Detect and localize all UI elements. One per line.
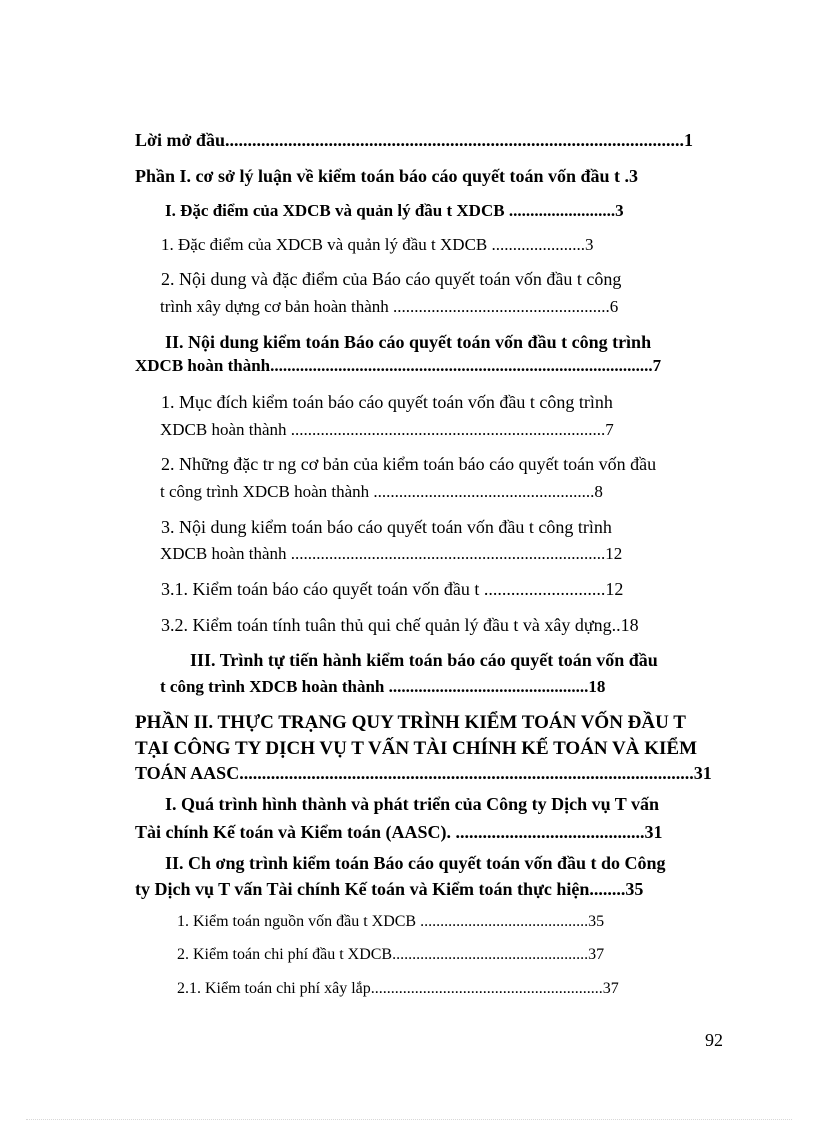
toc-entry-p2-2-2[interactable]: 2. Kiểm toán chi phí đầu t XDCB.................................................37 <box>177 946 605 963</box>
toc-entry-1-2-line2[interactable]: trình xây dựng cơ bản hoàn thành ...................................................6 <box>160 297 619 316</box>
toc-entry-2-3-1[interactable]: 3.1. Kiểm toán báo cáo quyết toán vốn đầu t ...........................12 <box>161 579 624 599</box>
toc-entry-2-3-line1[interactable]: 3. Nội dung kiểm toán báo cáo quyết toán vốn đầu t công trình <box>161 517 612 537</box>
toc-entry-part2-line1[interactable]: PHẦN II. THỰC TRẠNG QUY TRÌNH KIỂM TOÁN VỐN ĐẦU T <box>135 712 686 733</box>
toc-entry-p2-2-1[interactable]: 1. Kiểm toán nguồn vốn đầu t XDCB ..........................................35 <box>177 913 605 930</box>
toc-entry-section-3-line2[interactable]: t công trình XDCB hoàn thành ...............................................18 <box>160 677 606 696</box>
toc-entry-2-3-2[interactable]: 3.2. Kiểm toán tính tuân thủ qui chế quản lý đầu t và xây dựng..18 <box>161 615 639 635</box>
page-number: 92 <box>705 1030 723 1050</box>
footer-divider <box>26 1119 792 1120</box>
toc-entry-p2-section-1-line2[interactable]: Tài chính Kế toán và Kiểm toán (AASC). ..........................................31 <box>135 822 663 842</box>
toc-entry-1-2-line1[interactable]: 2. Nội dung và đặc điểm của Báo cáo quyết toán vốn đầu t công <box>161 269 622 289</box>
toc-entry-part2-line2[interactable]: TẠI CÔNG TY DỊCH VỤ T VẤN TÀI CHÍNH KẾ TOÁN VÀ KIỂM <box>135 738 698 759</box>
toc-entry-section-3-line1[interactable]: III. Trình tự tiến hành kiểm toán báo cáo quyết toán vốn đầu <box>190 650 658 670</box>
toc-entry-2-2-line1[interactable]: 2. Những đặc tr ng cơ bản của kiểm toán báo cáo quyết toán vốn đầu <box>161 454 657 474</box>
toc-entry-section-2-line1[interactable]: II. Nội dung kiểm toán Báo cáo quyết toán vốn đầu t công trình <box>165 332 652 352</box>
toc-entry-p2-section-2-line1[interactable]: II. Ch ơng trình kiểm toán Báo cáo quyết toán vốn đầu t do Công <box>165 853 666 873</box>
toc-entry-p2-section-1-line1[interactable]: I. Quá trình hình thành và phát triển của Công ty Dịch vụ T vấn <box>165 794 659 814</box>
toc-entry-part1[interactable]: Phần I. cơ sở lý luận về kiểm toán báo cáo quyết toán vốn đầu t .3 <box>135 166 638 186</box>
toc-entry-2-2-line2[interactable]: t công trình XDCB hoàn thành ....................................................8 <box>160 482 603 501</box>
toc-entry-part2-line3[interactable]: TOÁN AASC.....................................................................................................31 <box>135 763 712 783</box>
toc-entry-2-1-line1[interactable]: 1. Mục đích kiểm toán báo cáo quyết toán vốn đầu t công trình <box>161 392 613 412</box>
toc-entry-p2-2-2-1[interactable]: 2.1. Kiểm toán chi phí xây lắp..........................................................37 <box>177 980 619 997</box>
toc-entry-section-1[interactable]: I. Đặc điểm của XDCB và quản lý đầu t XDCB .........................3 <box>165 201 624 220</box>
toc-entry-section-2-line2[interactable]: XDCB hoàn thành..........................................................................................7 <box>135 356 662 375</box>
toc-entry-p2-section-2-line2[interactable]: ty Dịch vụ T vấn Tài chính Kế toán và Kiểm toán thực hiện........35 <box>135 879 644 899</box>
toc-entry-intro[interactable]: Lời mở đầu......................................................................................................1 <box>135 130 693 150</box>
toc-entry-2-3-line2[interactable]: XDCB hoàn thành ..........................................................................12 <box>160 544 623 563</box>
toc-entry-2-1-line2[interactable]: XDCB hoàn thành ..........................................................................7 <box>160 420 614 439</box>
toc-entry-1-1[interactable]: 1. Đặc điểm của XDCB và quản lý đầu t XDCB ......................3 <box>161 235 594 254</box>
